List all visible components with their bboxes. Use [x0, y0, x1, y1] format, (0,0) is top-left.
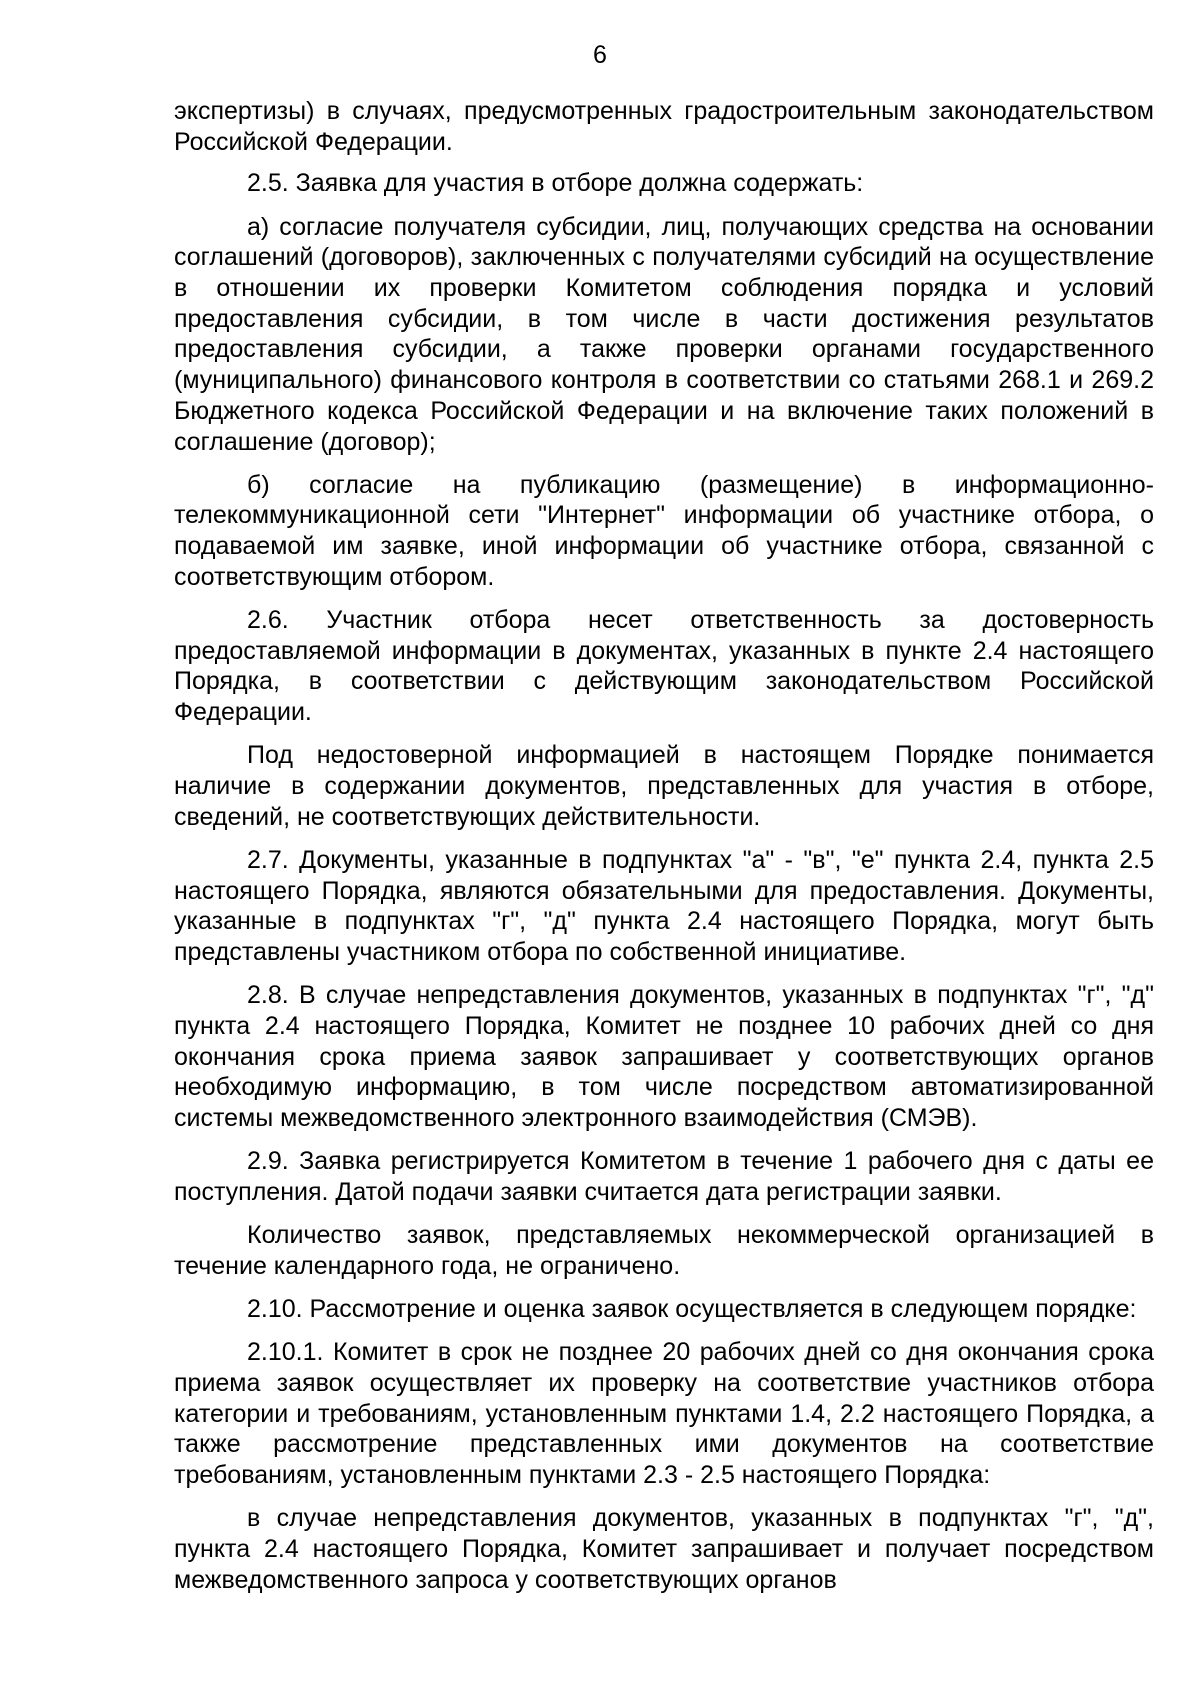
page-number: 6	[593, 41, 607, 69]
paragraph-2-5-a: а) согласие получателя субсидии, лиц, получающих средства на основании соглашений (договоров), заключенных с получателями субсидий на осуществление в отношении их проверки Комитетом соблюдения порядка и условий предоставления субсидии, в том числе в части достижения результатов предоставления субсидии, а также проверки органами государственного (муниципального) финансового контроля в соответствии со статьями 268.1 и 269.2 Бюджетного кодекса Российской Федерации и на включение таких положений в соглашение (договор);	[174, 212, 1154, 456]
paragraph-2-9: 2.9. Заявка регистрируется Комитетом в течение 1 рабочего дня с даты ее поступления. Датой подачи заявки считается дата регистрации заявки.	[174, 1147, 1154, 1206]
paragraph-2-8: 2.8. В случае непредставления документов, указанных в подпунктах "г", "д" пункта 2.4 настоящего Порядка, Комитет не позднее 10 рабочих дней со дня окончания срока приема заявок запрашивает у соответствующих органов необходимую информацию, в том числе посредством автоматизированной системы межведомственного электронного взаимодействия (СМЭВ).	[174, 981, 1154, 1133]
paragraph-2-10-1-request: в случае непредставления документов, указанных в подпунктах "г", "д", пункта 2.4 настоящего Порядка, Комитет запрашивает и получает посредством межведомственного запроса у соответствующих органов	[174, 1504, 1154, 1594]
paragraph-2-5: 2.5. Заявка для участия в отборе должна содержать:	[247, 169, 864, 198]
paragraph-2-7: 2.7. Документы, указанные в подпунктах "а" - "в", "е" пункта 2.4, пункта 2.5 настоящего Порядка, являются обязательными для предоставления. Документы, указанные в подпунктах "г", "д" пункта 2.4 настоящего Порядка, могут быть представлены участником отбора по собственной инициативе.	[174, 845, 1154, 967]
paragraph-2-6-definition: Под недостоверной информацией в настоящем Порядке понимается наличие в содержании документов, представленных для участия в отборе, сведений, не соответствующих действительности.	[174, 741, 1154, 831]
paragraph-2-10-1: 2.10.1. Комитет в срок не позднее 20 рабочих дней со дня окончания срока приема заявок осуществляет их проверку на соответствие участников отбора категории и требованиям, установленным пунктами 1.4, 2.2 настоящего Порядка, а также рассмотрение представленных ими документов на соответствие требованиям, установленным пунктами 2.3 - 2.5 настоящего Порядка:	[174, 1338, 1154, 1490]
paragraph-continuation: экспертизы) в случаях, предусмотренных градостроительным законодательством Российской Федерации.	[174, 97, 1154, 156]
paragraph-2-5-b: б) согласие на публикацию (размещение) в информационно-телекоммуникационной сети "Интернет" информации об участнике отбора, о подаваемой им заявке, иной информации об участнике отбора, связанной с соответствующим отбором.	[174, 470, 1154, 591]
paragraph-2-9-quantity: Количество заявок, представляемых некоммерческой организацией в течение календарного года, не ограничено.	[174, 1221, 1154, 1280]
paragraph-2-6: 2.6. Участник отбора несет ответственность за достоверность предоставляемой информации в документах, указанных в пункте 2.4 настоящего Порядка, в соответствии с действующим законодательством Российской Федерации.	[174, 606, 1154, 727]
document-body	[174, 96, 1154, 1595]
paragraph-2-10: 2.10. Рассмотрение и оценка заявок осуществляется в следующем порядке:	[247, 1295, 1137, 1324]
